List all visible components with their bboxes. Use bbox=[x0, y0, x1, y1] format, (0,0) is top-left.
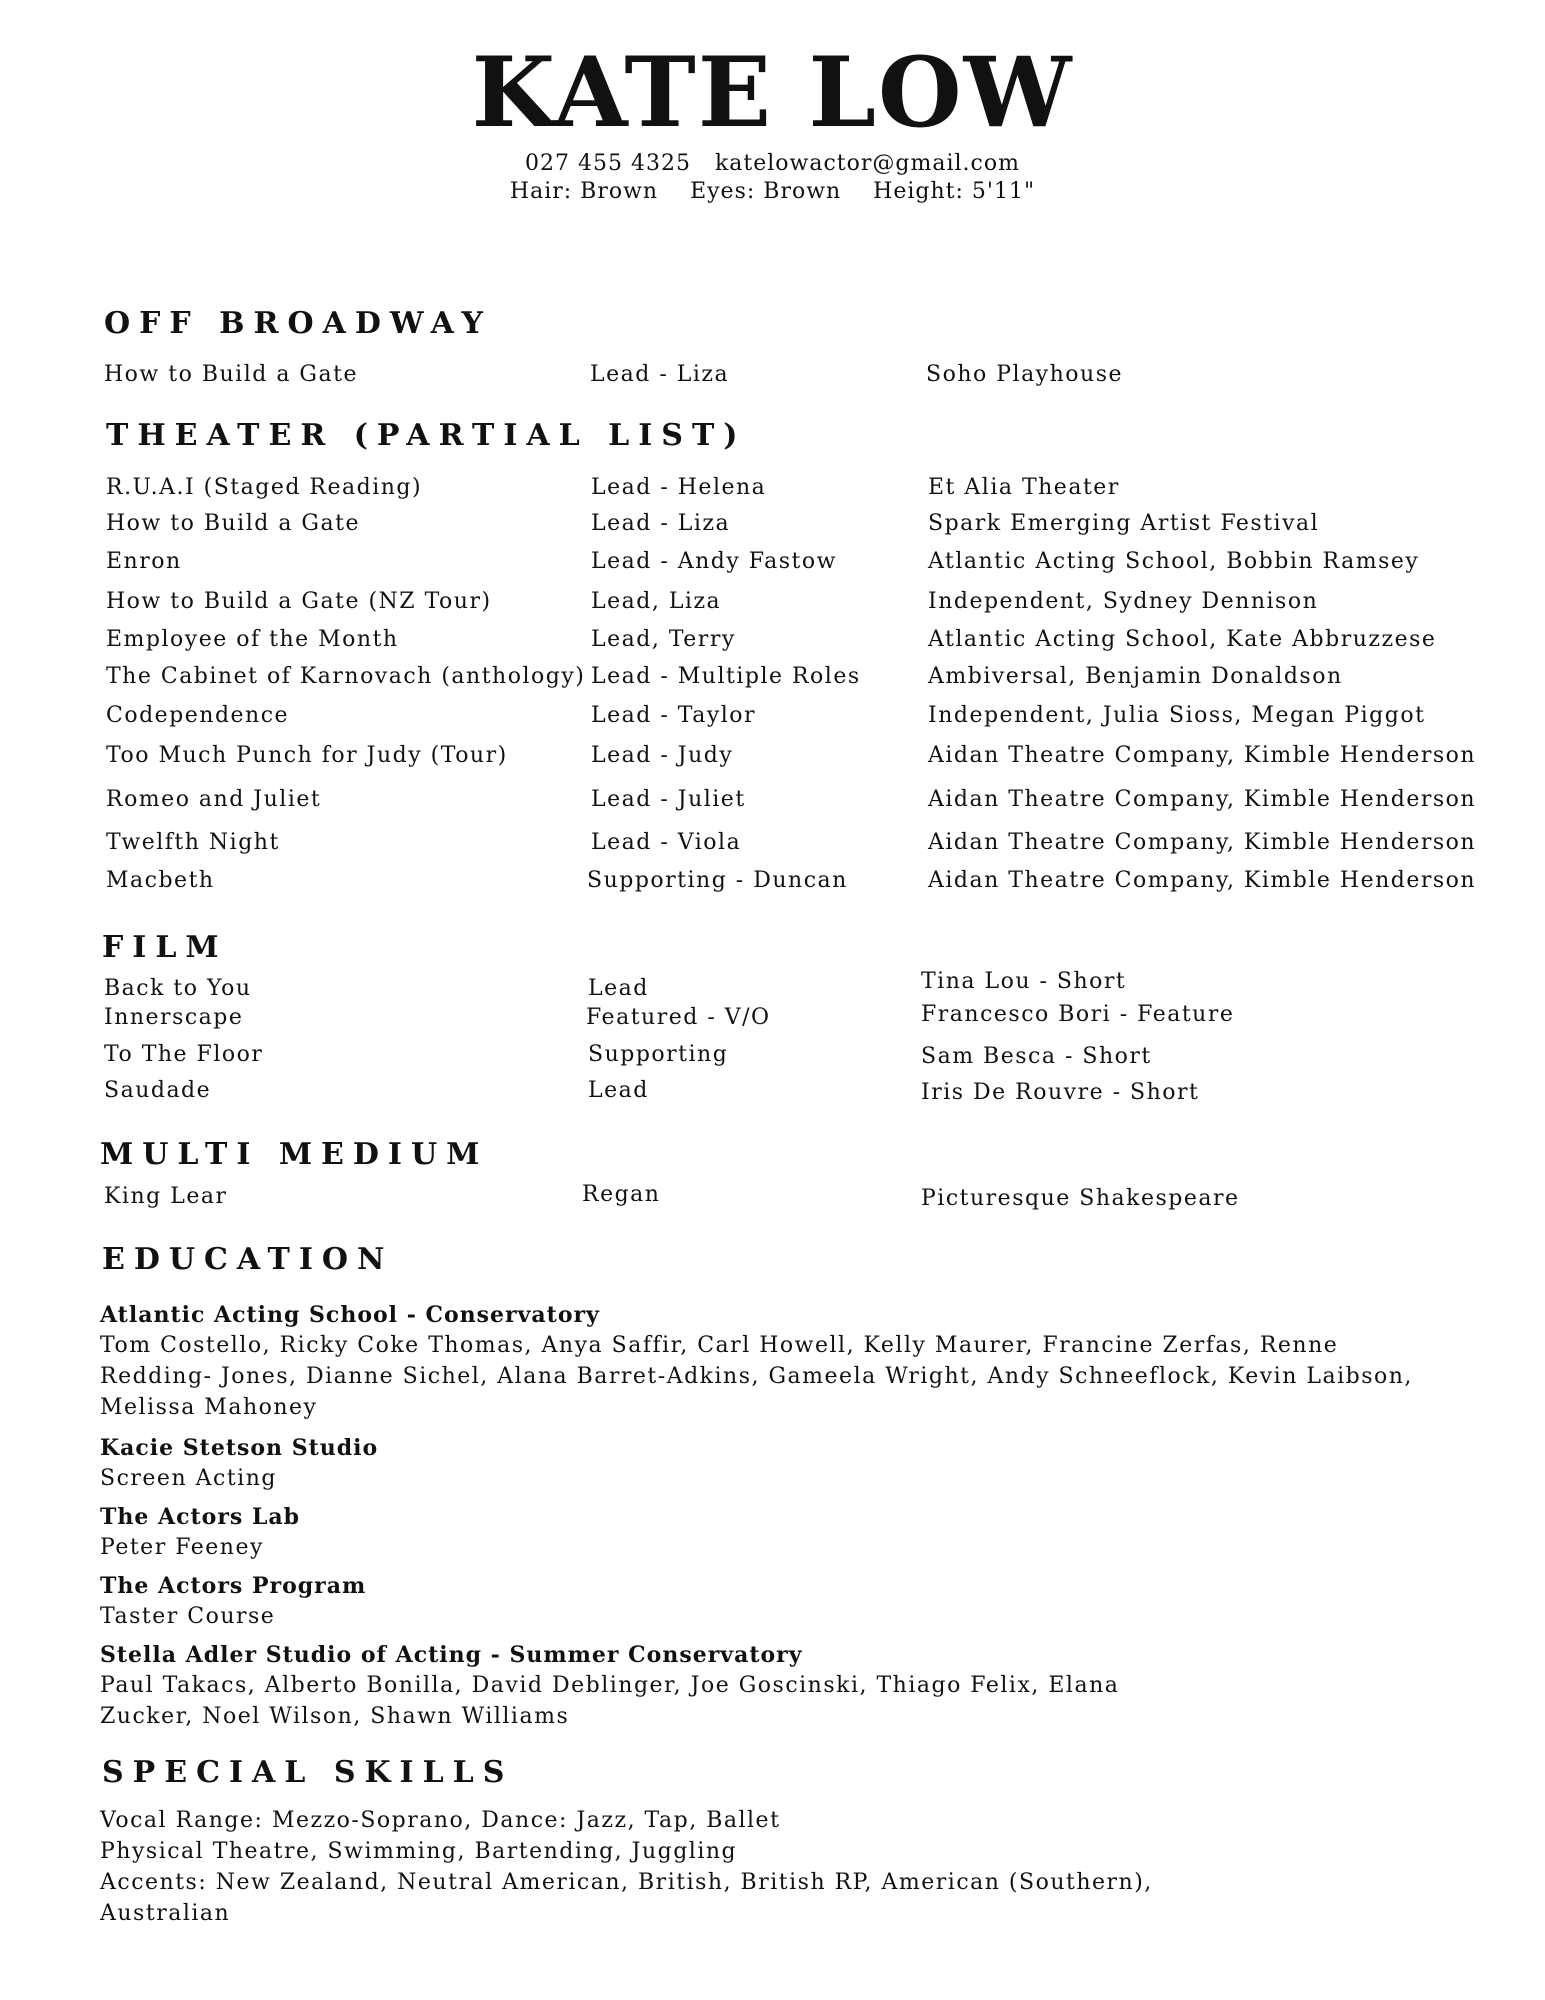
school-detail: Taster Course bbox=[100, 1604, 276, 1629]
credit-role: Lead, Terry bbox=[591, 627, 736, 652]
credit-row bbox=[0, 741, 1545, 771]
credit-title: Macbeth bbox=[106, 868, 215, 893]
education-entry bbox=[100, 1640, 1180, 1732]
skills-list bbox=[100, 1805, 1430, 1929]
credit-row bbox=[0, 547, 1545, 577]
credit-company: Atlantic Acting School, Bobbin Ramsey bbox=[928, 549, 1420, 574]
skill-line: Australian bbox=[100, 1901, 231, 1926]
education-entry bbox=[100, 1433, 1430, 1494]
skill-line: Accents: New Zealand, Neutral American, British, British RP, American (Southern), bbox=[100, 1870, 1153, 1895]
credit-company: Picturesque Shakespeare bbox=[921, 1186, 1240, 1211]
credit-row bbox=[0, 701, 1545, 731]
school-name: The Actors Lab bbox=[100, 1504, 301, 1530]
credit-title: Twelfth Night bbox=[106, 830, 280, 855]
section-heading-special-skills: SPECIAL SKILLS bbox=[102, 1755, 514, 1790]
credit-role: Supporting bbox=[588, 1042, 729, 1067]
credit-title: To The Floor bbox=[104, 1042, 264, 1067]
credit-title: The Cabinet of Karnovach (anthology) bbox=[106, 664, 586, 689]
school-name: Stella Adler Studio of Acting - Summer Conservatory bbox=[100, 1642, 803, 1668]
credit-title: Romeo and Juliet bbox=[106, 787, 322, 812]
credit-company: Tina Lou - Short bbox=[921, 969, 1127, 994]
credit-role: Lead bbox=[588, 1078, 649, 1103]
credit-role: Lead - Liza bbox=[591, 511, 731, 536]
credit-title: Codependence bbox=[106, 703, 290, 728]
section-heading-multi-medium: MULTI MEDIUM bbox=[100, 1137, 489, 1172]
credit-role: Lead - Viola bbox=[591, 830, 742, 855]
credit-row bbox=[0, 969, 1545, 1002]
education-entry bbox=[100, 1502, 1430, 1563]
school-detail: Paul Takacs, Alberto Bonilla, David Deblinger, Joe Goscinski, Thiago Felix, Elana Zucker, Noel Wilson, Shawn Williams bbox=[100, 1673, 1120, 1729]
credit-row bbox=[0, 360, 1545, 390]
credit-company: Aidan Theatre Company, Kimble Henderson bbox=[928, 743, 1477, 768]
credit-role: Lead, Liza bbox=[591, 589, 722, 614]
credit-title: Saudade bbox=[104, 1078, 212, 1103]
credit-company: Independent, Sydney Dennison bbox=[928, 589, 1319, 614]
credit-row bbox=[0, 587, 1545, 617]
actor-name: KATE LOW bbox=[471, 36, 1074, 149]
credit-company: Independent, Julia Sioss, Megan Piggot bbox=[928, 703, 1426, 728]
credit-company: Et Alia Theater bbox=[928, 475, 1120, 500]
credit-title: How to Build a Gate (NZ Tour) bbox=[106, 589, 492, 614]
credit-company: Spark Emerging Artist Festival bbox=[928, 511, 1320, 536]
section-heading-education: EDUCATION bbox=[102, 1242, 394, 1277]
credit-company: Aidan Theatre Company, Kimble Henderson bbox=[928, 868, 1477, 893]
credit-row bbox=[0, 509, 1545, 539]
credit-role: Lead - Multiple Roles bbox=[591, 664, 861, 689]
credit-company: Soho Playhouse bbox=[926, 362, 1123, 387]
credit-company: Aidan Theatre Company, Kimble Henderson bbox=[928, 787, 1477, 812]
contact-info: 027 455 4325 katelowactor@gmail.com bbox=[525, 151, 1020, 176]
credit-role: Lead - Judy bbox=[591, 743, 734, 768]
school-name: Atlantic Acting School - Conservatory bbox=[100, 1302, 600, 1328]
skill-line: Vocal Range: Mezzo-Soprano, Dance: Jazz, Tap, Ballet bbox=[100, 1808, 781, 1833]
section-heading-theater: THEATER (PARTIAL LIST) bbox=[106, 418, 747, 453]
section-heading-film: FILM bbox=[102, 930, 228, 965]
credit-role: Lead - Juliet bbox=[591, 787, 746, 812]
credit-row bbox=[0, 1076, 1545, 1106]
credit-title: Innerscape bbox=[104, 1005, 244, 1030]
education-entry bbox=[100, 1571, 1430, 1632]
credit-company: Ambiversal, Benjamin Donaldson bbox=[928, 664, 1343, 689]
credit-title: King Lear bbox=[104, 1184, 228, 1209]
credit-role: Featured - V/O bbox=[586, 1005, 771, 1030]
skill-line: Physical Theatre, Swimming, Bartending, Juggling bbox=[100, 1839, 738, 1864]
credit-row bbox=[0, 625, 1545, 655]
credit-company: Sam Besca - Short bbox=[921, 1044, 1152, 1069]
school-name: Kacie Stetson Studio bbox=[100, 1435, 379, 1461]
school-name: The Actors Program bbox=[100, 1573, 367, 1599]
school-detail: Screen Acting bbox=[100, 1466, 277, 1491]
credit-title: R.U.A.I (Staged Reading) bbox=[106, 475, 423, 500]
credit-row bbox=[0, 662, 1545, 692]
credit-role: Lead - Helena bbox=[591, 475, 767, 500]
credit-role: Lead - Andy Fastow bbox=[591, 549, 837, 574]
credit-title: How to Build a Gate bbox=[106, 511, 360, 536]
credit-row bbox=[0, 473, 1545, 503]
credit-row bbox=[0, 1003, 1545, 1033]
education-entry bbox=[100, 1300, 1430, 1423]
credit-row bbox=[0, 828, 1545, 858]
credit-title: Employee of the Month bbox=[106, 627, 399, 652]
credit-title: Back to You bbox=[104, 976, 252, 1001]
credit-company: Aidan Theatre Company, Kimble Henderson bbox=[928, 830, 1477, 855]
credit-title: Enron bbox=[106, 549, 182, 574]
school-detail: Peter Feeney bbox=[100, 1535, 264, 1560]
school-detail: Tom Costello, Ricky Coke Thomas, Anya Saffir, Carl Howell, Kelly Maurer, Francine Zerfas, Renne Redding- Jones, Dianne Sichel, Alana Barret-Adkins, Gameela Wright, Andy Schneeflock, Kevin Laibson, Melissa Mahoney bbox=[100, 1333, 1413, 1420]
credit-row bbox=[0, 1040, 1545, 1070]
credit-company: Iris De Rouvre - Short bbox=[921, 1080, 1200, 1105]
credit-title: Too Much Punch for Judy (Tour) bbox=[106, 743, 508, 768]
credit-role: Supporting - Duncan bbox=[587, 868, 848, 893]
section-heading-off-broadway: OFF BROADWAY bbox=[104, 306, 492, 341]
credit-role: Lead bbox=[588, 976, 649, 1001]
credit-row bbox=[0, 785, 1545, 815]
credit-row bbox=[0, 1182, 1545, 1212]
credit-role: Lead - Liza bbox=[590, 362, 730, 387]
credit-title: How to Build a Gate bbox=[104, 362, 358, 387]
credit-row bbox=[0, 866, 1545, 896]
physical-stats: Hair: Brown Eyes: Brown Height: 5'11" bbox=[509, 179, 1036, 204]
credit-company: Francesco Bori - Feature bbox=[921, 1002, 1235, 1027]
credit-company: Atlantic Acting School, Kate Abbruzzese bbox=[928, 627, 1437, 652]
credit-role: Regan bbox=[582, 1182, 661, 1207]
credit-role: Lead - Taylor bbox=[591, 703, 757, 728]
